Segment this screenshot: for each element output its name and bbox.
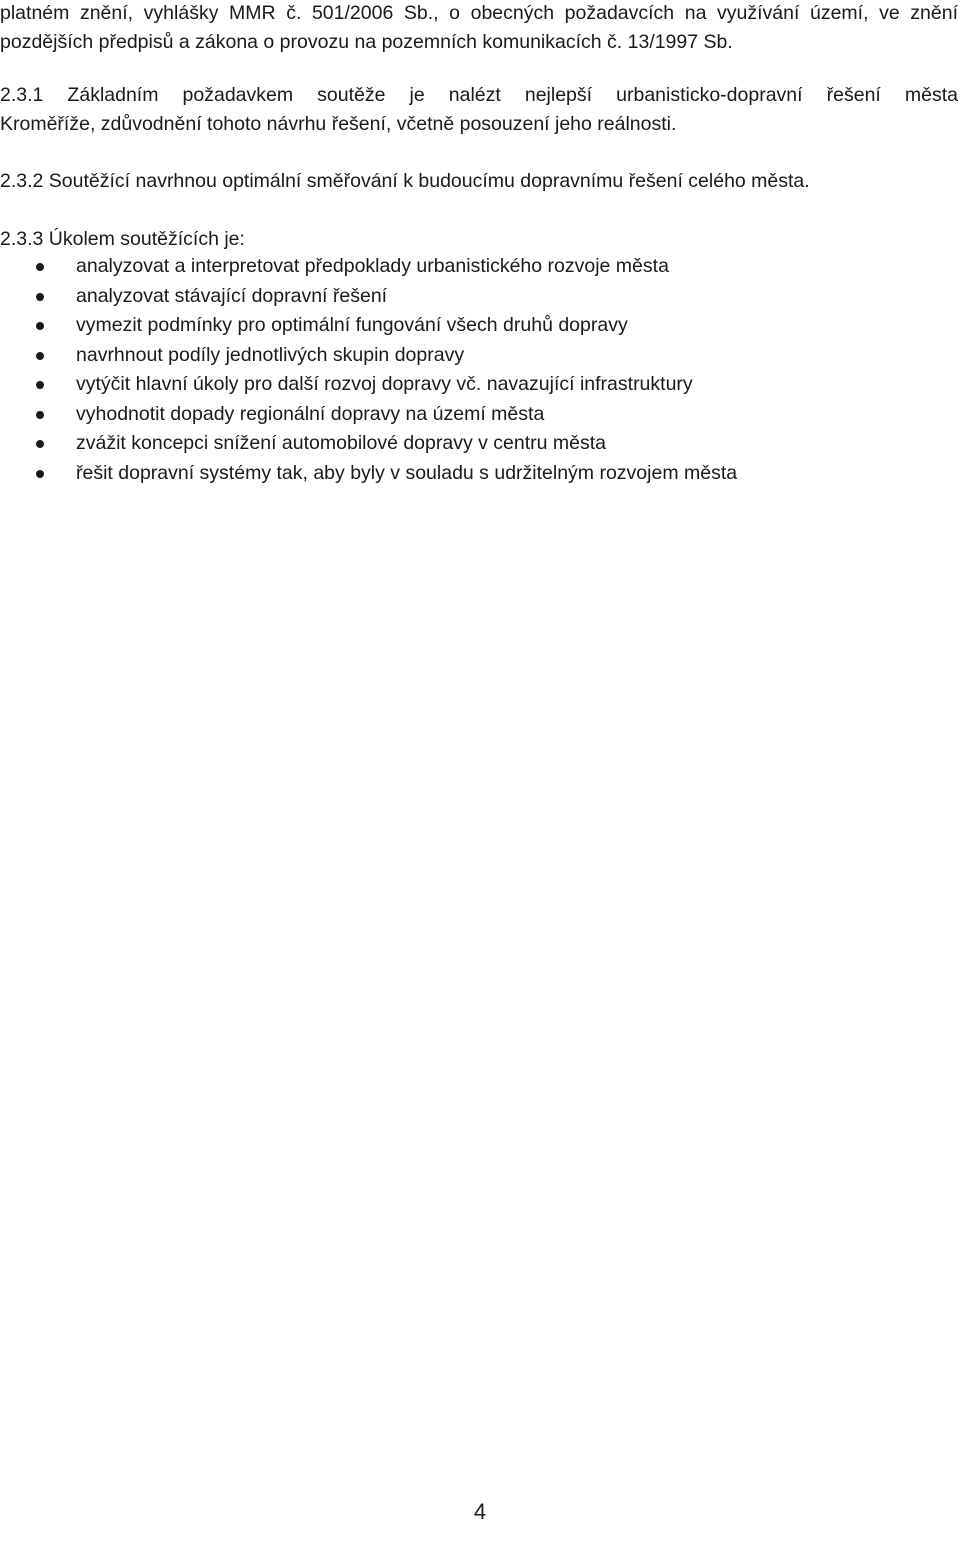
list-item-text: analyzovat a interpretovat předpoklady urbanistického rozvoje města [76,255,669,277]
list-item-text: vyhodnotit dopady regionální dopravy na území města [76,402,545,425]
task-list [0,252,958,488]
list-item-text: řešit dopravní systémy tak, aby byly v souladu s udržitelným rozvojem města [76,461,738,484]
section-2-3-2-paragraph [0,167,958,196]
section-2-3-3-heading [0,225,958,254]
page-number: 4 [473,1499,487,1524]
list-item-text: analyzovat stávající dopravní řešení [76,284,388,307]
list-item [0,370,958,400]
bullet-icon [36,352,44,360]
list-item-text: zvážit koncepci snížení automobilové dopravy v centru města [76,432,607,454]
list-item [0,341,958,371]
list-item-text: vymezit podmínky pro optimální fungování všech druhů dopravy [76,314,628,336]
list-item-text: vytýčit hlavní úkoly pro další rozvoj dopravy vč. navazující infrastruktury [76,373,693,395]
list-item [0,311,958,341]
list-item [0,282,958,312]
section-2-3-2-text: 2.3.2 Soutěžící navrhnou optimální směřování k budoucímu dopravnímu řešení celého města. [0,170,810,192]
bullet-icon [36,440,44,448]
section-2-3-3-heading-text: 2.3.3 Úkolem soutěžících je: [0,228,245,250]
bullet-icon [36,263,44,271]
bullet-icon [36,470,44,478]
list-item [0,459,958,489]
list-item [0,252,958,282]
intro-line-1: platném znění, vyhlášky MMR č. 501/2006 Sb., o obecných požadavcích na využívání území, ve znění [0,2,958,24]
section-2-3-1-line-1: 2.3.1 Základním požadavkem soutěže je nalézt nejlepší urbanisticko-dopravní řešení města [0,84,958,106]
section-2-3-1-line-2: Kroměříže, zdůvodnění tohoto návrhu řešení, včetně posouzení jeho reálnosti. [0,113,677,135]
bullet-icon [36,293,44,301]
bullet-icon [36,381,44,389]
bullet-icon [36,411,44,419]
list-item-text: navrhnout podíly jednotlivých skupin dopravy [76,343,465,366]
bullet-icon [36,322,44,330]
list-item [0,400,958,430]
intro-paragraph [0,0,958,57]
list-item [0,429,958,459]
section-2-3-1-paragraph [0,81,958,139]
intro-line-2: pozdějších předpisů a zákona o provozu na pozemních komunikacích č. 13/1997 Sb. [0,31,733,53]
